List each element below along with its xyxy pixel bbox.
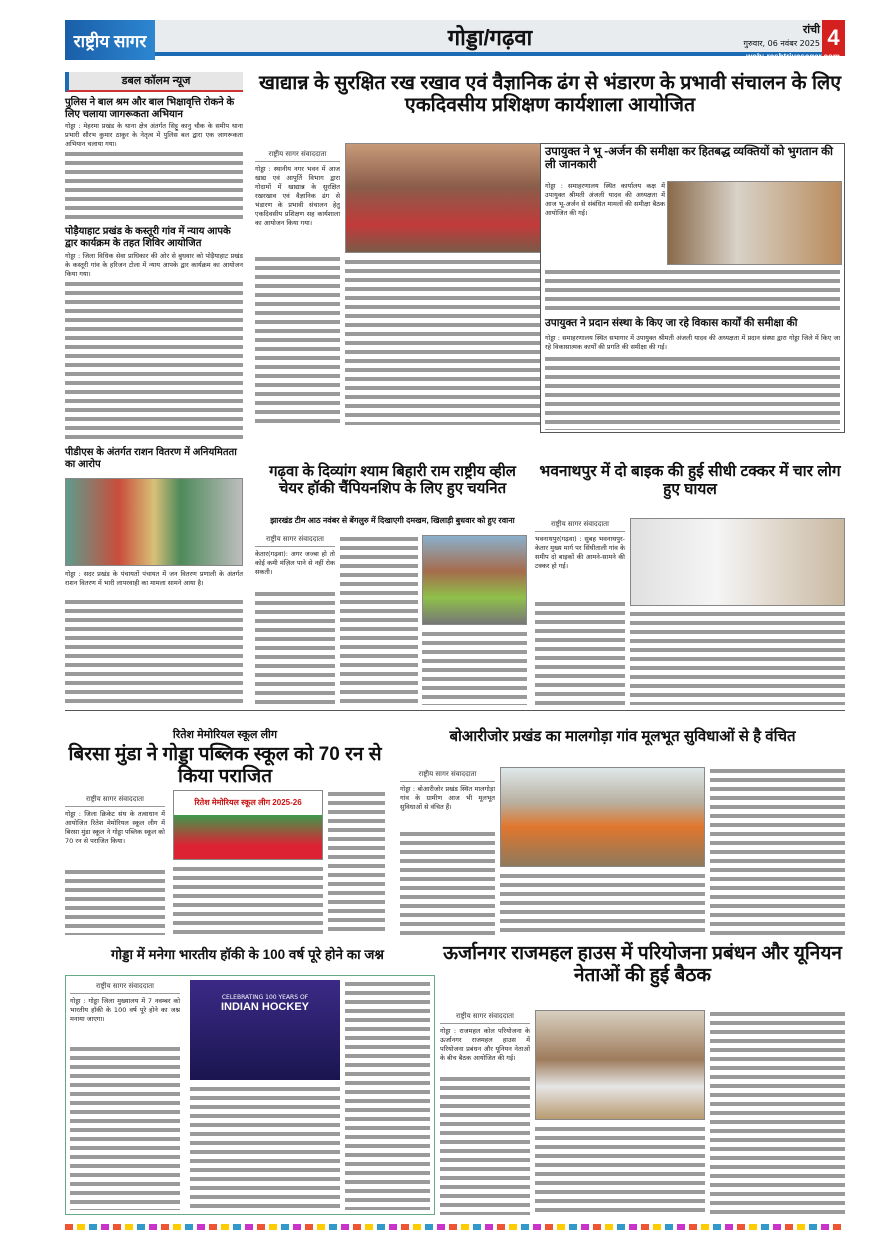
- poster-title: INDIAN HOCKEY: [220, 1001, 309, 1013]
- subheadline: झारखंड टीम आठ नवंबर से बेंगलुरु में दिखाएगी दमखम, खिलाड़ी बुधवार को हुए रवाना: [270, 516, 515, 525]
- article-body: [345, 980, 430, 1210]
- article-text: गोड्डा : जिला क्रिकेट संघ के तत्वाधान में आयोजित रितेश मेमोरियल स्कूल लीग में बिरसा मुंडा स्कूल ने गोड्डा पब्लिक स्कूल को 70 रन से पराजित किया।: [65, 810, 165, 845]
- article-body: [70, 1045, 180, 1210]
- article-body: [535, 600, 625, 705]
- article-body: [630, 610, 845, 705]
- article-body: [710, 767, 845, 935]
- article-body: [328, 790, 385, 935]
- divider: [65, 710, 845, 711]
- headline: पुलिस ने बाल श्रम और बाल भिक्षावृत्ति रोकने के लिए चलाया जागरूकता अभियान: [65, 97, 235, 120]
- headline: उपायुक्त ने भू -अर्जन की समीक्षा कर हितबद्ध व्यक्तियों को भुगतान की ली जानकारी: [545, 146, 833, 172]
- article-text: गोड्डा : स्थानीय नगर भवन में आज खाद्य एवं आपूर्ति विभाग द्वारा गोदामों में खाद्यान्न के सुरक्षित रखरखाव एवं वैज्ञानिक ढंग से भंडारण के प्रभावी संचालन हेतु एकदिवसीय प्रशिक्षण सह कार्यशाला का आयोजन किया गया।: [255, 165, 340, 227]
- headline: बोआरीजोर प्रखंड का मालगोड़ा गांव मूलभूत सुविधाओं से है वंचित: [449, 728, 796, 745]
- article-body: [255, 590, 335, 705]
- article-text: गोड्डा : मेहरमा प्रखंड के थाना क्षेत्र अंतर्गत सिट्टू कानु चौक के समीप थाना प्रभारी सौरभ कुमार ठाकुर के नेतृत्व में पुलिस बल द्वारा एक जागरूकता अभियान चलाया गया।: [65, 122, 243, 148]
- injured-photo: [630, 518, 845, 606]
- article-text: गोड्डा : समाहरणालय स्थित सभागार में उपायुक्त श्रीमती अंजली यादव की अध्यक्षता में प्रदान संस्था द्वारा गोड्डा जिले में किए जा रहे विकासात्मक कार्यों की प्रगति की समीक्षा की गई।: [545, 334, 840, 351]
- article-body: [345, 258, 541, 425]
- byline: राष्ट्रीय सागर संवाददाता: [440, 1012, 530, 1024]
- article-body: [545, 355, 840, 430]
- article-body: [65, 150, 243, 222]
- headline: बिरसा मुंडा ने गोड्डा पब्लिक स्कूल को 70 रन से किया पराजित: [68, 744, 382, 787]
- article-body: [500, 872, 705, 935]
- color-registration-strip: [65, 1224, 845, 1230]
- headline: पोड़ैयाहाट प्रखंड के कस्तूरी गांव में न्याय आपके द्वार कार्यक्रम के तहत शिविर आयोजित: [65, 226, 231, 249]
- article-text: केतार(गढ़वा): अगर जज्बा हो तो कोई कमी मंज़िल पाने से नहीं रोक सकती।: [255, 550, 335, 576]
- article-body: [65, 868, 165, 935]
- byline: राष्ट्रीय सागर संवाददाता: [70, 982, 180, 994]
- article-body: [545, 268, 840, 313]
- meeting-photo: [667, 181, 842, 265]
- meeting-photo: [535, 1010, 705, 1120]
- newspaper-logo: राष्ट्रीय सागर: [65, 20, 155, 60]
- byline: राष्ट्रीय सागर संवाददाता: [255, 535, 335, 547]
- article-body: [255, 255, 340, 425]
- edition-city: रांची: [802, 24, 820, 36]
- headline: गढ़वा के दिव्यांग श्याम बिहारी राम राष्ट्रीय व्हील चेयर हॉकी चैंपियनशिप के लिए हुए चयनित: [269, 463, 516, 498]
- byline: राष्ट्रीय सागर संवाददाता: [535, 520, 625, 532]
- workshop-photo: [345, 143, 541, 253]
- article-body: [173, 865, 323, 935]
- section-title: गोड्डा/गढ़वा: [447, 25, 533, 50]
- headline: भवनाथपुर में दो बाइक की हुई सीधी टक्कर में चार लोग हुए घायल: [539, 463, 841, 498]
- article-body: [340, 535, 418, 705]
- article-text: गोड्डा : समाहरणालय स्थित कार्यालय कक्ष में उपायुक्त श्रीमती अंजली यादव की अध्यक्षता में आज भू-अर्जन से संबंधित मामलों की समीक्षा बैठक आयोजित की गई।: [545, 182, 665, 217]
- poster-line: CELEBRATING 100 YEARS OF: [221, 994, 309, 1001]
- kicker: रितेश मेमोरियल स्कूल लीग: [172, 729, 278, 741]
- lead-headline: खाद्यान्न के सुरक्षित रख रखाव एवं वैज्ञानिक ढंग से भंडारण के प्रभावी संचालन के लिए एकदिवसीय प्रशिक्षण कार्यशाला आयोजित: [258, 72, 841, 117]
- player-photo: [422, 535, 527, 625]
- website-link[interactable]: web: rashtriyasagar.com: [746, 52, 840, 61]
- village-photo: [500, 767, 705, 867]
- article-body: [65, 280, 243, 442]
- article-text: गोड्डा : राजमहल कोल परियोजना के ऊर्जानगर राजमहल हाउस में परियोजना प्रबंधन और यूनियन नेताओं के बीच बैठक आयोजित की गई।: [440, 1027, 530, 1062]
- headline: पीडीएस के अंतर्गत राशन वितरण में अनियमितता का आरोप: [65, 447, 237, 470]
- headline: ऊर्जानगर राजमहल हाउस में परियोजना प्रबंधन और यूनियन नेताओं की हुई बैठक: [443, 943, 842, 986]
- edition-date: गुरुवार, 06 नवंबर 2025: [743, 39, 820, 48]
- article-text: गोड्डा : गोड्डा जिला मुख्यालय में 7 नवम्बर को भारतीय हॉकी के 100 वर्ष पूरे होने का जश्न मनाया जाएगा।: [70, 997, 180, 1023]
- ration-queue-photo: [65, 478, 243, 566]
- article-text: गोड्डा : बोआरीजोर प्रखंड स्थित मालगोड़ा गांव के ग्रामीण आज भी मूलभूत सुविधाओं से वंचित हैं।: [400, 785, 495, 811]
- byline: राष्ट्रीय सागर संवाददाता: [400, 770, 495, 782]
- headline: उपायुक्त ने प्रदान संस्था के किए जा रहे विकास कार्यों की समीक्षा की: [545, 317, 798, 329]
- page-number: 4: [822, 20, 845, 56]
- photo-banner-text: रितेश मेमोरियल स्कूल लीग 2025-26: [194, 798, 302, 807]
- byline: राष्ट्रीय सागर संवाददाता: [65, 795, 165, 807]
- cricket-league-photo: [173, 790, 323, 860]
- article-body: [400, 830, 495, 935]
- article-text: गोड्डा : जिला विधिक सेवा प्राधिकार की ओर से बुधवार को पोड़ैयाहाट प्रखंड के कस्तूरी गांव के हरिजन टोला में न्याय आपके द्वार कार्यक्रम का आयोजन किया गया।: [65, 252, 243, 278]
- article-body: [65, 598, 243, 706]
- double-column-label: डबल कॉलम न्यूज: [65, 72, 243, 92]
- article-body: [440, 1075, 530, 1215]
- article-body: [422, 630, 527, 705]
- byline: राष्ट्रीय सागर संवाददाता: [255, 150, 340, 162]
- article-body: [190, 1085, 340, 1210]
- article-text: भवनाथपुर(गढ़वा) : सुबह भवनाथपुर-केतार मुख्य मार्ग पर सिंघीताली गांव के समीप दो बाइकों की आमने-सामने की टक्कर हो गई।: [535, 535, 625, 570]
- article-text: गोड्डा : सदर प्रखंड के पंचायतों पंचायत में जन वितरण प्रणाली के अंतर्गत राशन वितरण में भारी लापरवाही का मामला सामने आया है।: [65, 570, 243, 587]
- article-body: [710, 1010, 845, 1215]
- headline: गोड्डा में मनेगा भारतीय हॉकी के 100 वर्ष पूरे होने का जश्न: [111, 947, 384, 962]
- article-body: [535, 1125, 705, 1215]
- hockey-poster: [190, 980, 340, 1080]
